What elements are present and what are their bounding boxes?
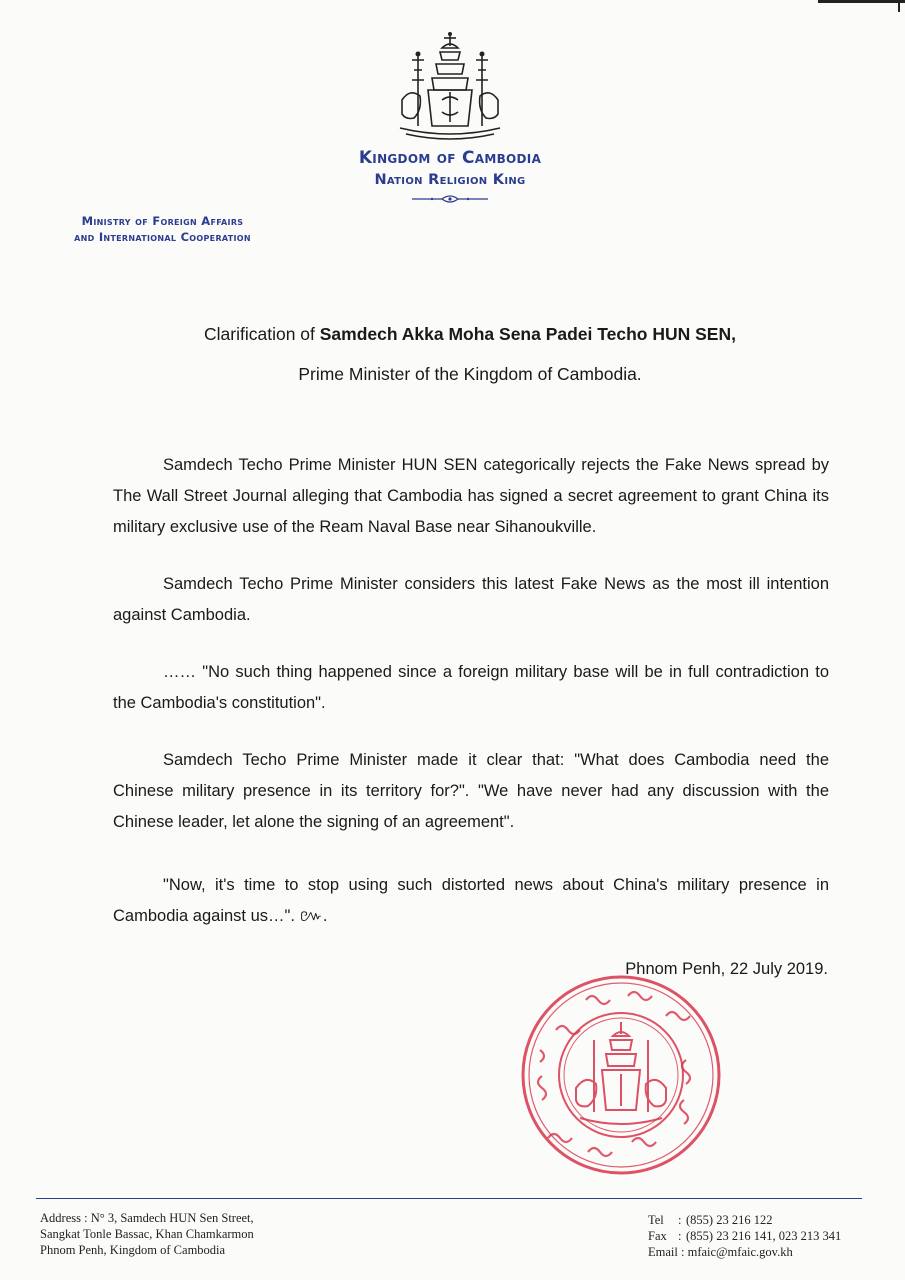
footer-contact bbox=[648, 1212, 841, 1260]
title-name: Samdech Akka Moha Sena Padei Techo HUN SEN, bbox=[319, 324, 736, 344]
contact-tel: Tel : (855) 23 216 122 bbox=[648, 1213, 773, 1227]
official-seal-icon bbox=[516, 970, 726, 1180]
document-subtitle: Prime Minister of the Kingdom of Cambodia. bbox=[298, 364, 642, 384]
contact-email: Email : mfaic@mfaic.gov.kh bbox=[648, 1245, 793, 1259]
body-paragraph-3: …… "No such thing happened since a foreign military base will be in full contradiction to the Cambodia's constitution". bbox=[113, 663, 829, 712]
kingdom-heading: Kingdom of Cambodia bbox=[358, 148, 542, 168]
scan-edge-mark-vertical bbox=[898, 0, 900, 12]
document-title bbox=[60, 324, 880, 345]
address-line-3: Phnom Penh, Kingdom of Cambodia bbox=[40, 1243, 226, 1257]
body-paragraph-2: Samdech Techo Prime Minister considers this latest Fake News as the most ill intention against Cambodia. bbox=[113, 575, 829, 624]
ministry-name-line2: and International Cooperation bbox=[74, 230, 251, 244]
body-paragraph-5: "Now, it's time to stop using such distorted news about China's military presence in Cambodia against us…". ៚. bbox=[113, 876, 829, 925]
address-line-2: Sangkat Tonle Bassac, Khan Chamkarmon bbox=[40, 1227, 254, 1241]
scan-edge-mark bbox=[818, 0, 905, 3]
national-motto: Nation Religion King bbox=[374, 172, 526, 188]
footer-divider bbox=[36, 1198, 862, 1199]
body-paragraph-1: Samdech Techo Prime Minister HUN SEN categorically rejects the Fake News spread by The Wall Street Journal alleging that Cambodia has signed a secret agreement to grant China its military exclusive use of the Ream Naval Base near Sihanoukville. bbox=[113, 456, 829, 536]
ornament-divider-icon bbox=[410, 193, 490, 205]
contact-fax: Fax : (855) 23 216 141, 023 213 341 bbox=[648, 1229, 842, 1243]
title-prefix: Clarification of bbox=[204, 324, 320, 344]
footer-address bbox=[40, 1210, 254, 1258]
body-paragraph-4: Samdech Techo Prime Minister made it clear that: "What does Cambodia need the Chinese military presence in its territory for?". "We have never had any discussion with the Chinese leader, let alone the signing of an agreement". bbox=[113, 751, 829, 831]
ministry-name-line1: Ministry of Foreign Affairs bbox=[81, 214, 244, 228]
royal-coat-of-arms-icon bbox=[392, 30, 508, 140]
place-and-date: Phnom Penh, 22 July 2019. bbox=[625, 960, 828, 978]
address-line-1: Address : N° 3, Samdech HUN Sen Street, bbox=[40, 1211, 254, 1225]
